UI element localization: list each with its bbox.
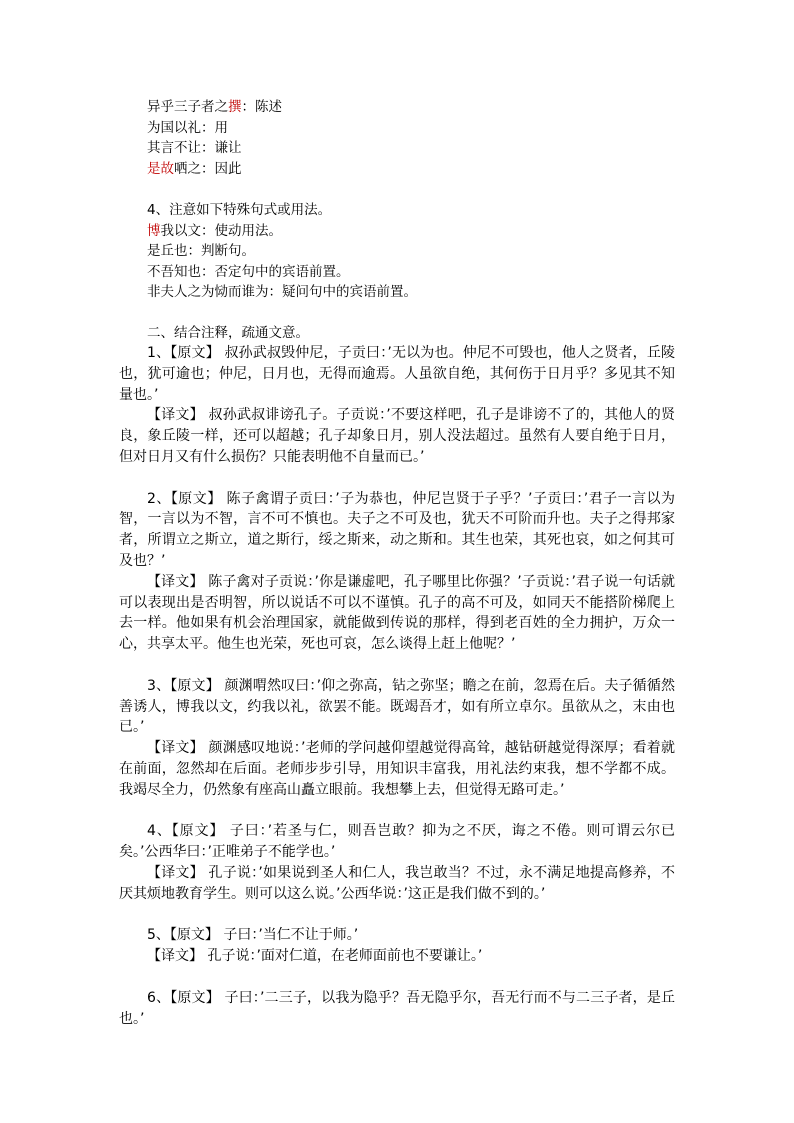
note-line: 是故哂之：因此 (147, 161, 242, 177)
passage-translation: 【译文】 颜渊感叹地说：’老师的学问越仰望越觉得高耸，越钻研越觉得深厚；看着就在前面，忽然却在后面。老师步步引导，用知识丰富我，用礼法约束我，想不学都不成。我竭尽全力，仍然象有座高山矗立眼前。我想攀上去，但觉得无路可走。’ (119, 740, 675, 798)
note-line: 不吾知也：否定句中的宾语前置。 (147, 264, 350, 280)
passage-translation: 【译文】 孔子说：’如果说到圣人和仁人，我岂敢当？不过，永不满足地提高修养，不厌其烦地教育学生。则可以这么说。’公西华说：’这正是我们做不到的。’ (119, 864, 675, 902)
note-line: 非夫人之为恸而谁为：疑问句中的宾语前置。 (147, 284, 417, 300)
passage-original: 2、【原文】 陈子禽谓子贡曰：’子为恭也，仲尼岂贤于子乎？’子贡曰：’君子一言以为智，一言以为不智，言不可不慎也。夫子之不可及也，犹天不可阶而升也。夫子之得邦家者，所谓立之斯立，道之斯行，绥之斯来，动之斯和。其生也荣，其死也哀，如之何其可及也？’ (119, 490, 675, 569)
passage-translation: 【译文】 陈子禽对子贡说：’你是谦虚吧，孔子哪里比你强？’子贡说：’君子说一句话就可以表现出是否明智，所以说话不可以不谨慎。孔子的高不可及，如同天不能搭阶梯爬上去一样。他如果有机会治理国家，就能做到传说的那样，得到老百姓的全力拥护，万众一心，共享太平。他生也光荣，死也可哀，怎么谈得上赶上他呢？’ (119, 573, 675, 653)
passage-original: 3、【原文】 颜渊喟然叹曰：’仰之弥高，钻之弥坚；瞻之在前，忽焉在后。夫子循循然善诱人，博我以文，约我以礼，欲罢不能。既竭吾才，如有所立卓尔。虽欲从之，末由也已。’ (119, 677, 675, 736)
note-line: 异乎三子者之撰：陈述 (147, 99, 282, 115)
section-title: 二、结合注释，疏通文意。 (147, 325, 309, 341)
passage-original: 4、【原文】 子曰：’若圣与仁，则吾岂敢？抑为之不厌，诲之不倦。则可谓云尔已矣。’公西华曰：’正唯弟子不能学也。’ (119, 823, 675, 861)
passages (119, 343, 675, 1029)
passage-original: 5、【原文】 子曰：’当仁不让于师。’ (147, 927, 359, 944)
note-line: 博我以文：使动用法。 (147, 223, 282, 239)
note-line: 是丘也：判断句。 (147, 243, 255, 259)
note-line: 其言不让：谦让 (147, 140, 242, 156)
passage-translation: 【译文】 叔孙武叔诽谤孔子。子贡说：’不要这样吧，孔子是诽谤不了的，其他人的贤良，象丘陵一样，还可以超越；孔子却象日月，别人没法超过。虽然有人要自绝于日月，但对日月又有什么损伤？只能表明他不自量而已。’ (119, 407, 675, 465)
notes-b-heading: 4、注意如下特殊句式或用法。 (147, 202, 332, 218)
passage-original: 6、【原文】 子曰：’二三子，以我为隐乎？吾无隐乎尔，吾无行而不与二三子者，是丘也。’ (119, 989, 675, 1027)
note-line: 为国以礼：用 (147, 120, 228, 136)
passage-translation: 【译文】 孔子说：’面对仁道，在老师面前也不要谦让。’ (147, 948, 483, 965)
passage-original: 1、【原文】 叔孙武叔毁仲尼，子贡曰：’无以为也。仲尼不可毁也，他人之贤者，丘陵也，犹可逾也；仲尼，日月也，无得而逾焉。人虽欲自绝，其何伤于日月乎？多见其不知量也。’ (119, 345, 675, 403)
